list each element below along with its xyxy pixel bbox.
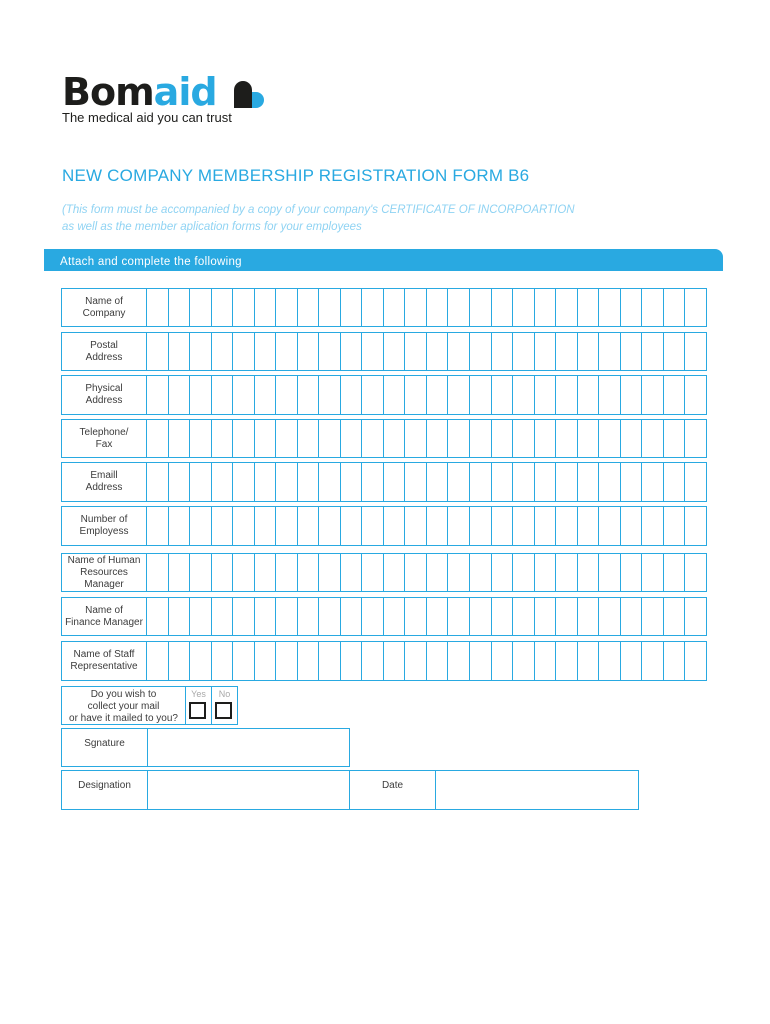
character-box[interactable] (147, 420, 169, 457)
character-box[interactable] (169, 333, 191, 370)
character-box[interactable] (319, 642, 341, 680)
character-box[interactable] (685, 598, 706, 635)
character-box[interactable] (276, 376, 298, 414)
character-box[interactable] (599, 376, 621, 414)
character-box[interactable] (384, 554, 406, 591)
character-box[interactable] (384, 376, 406, 414)
character-box[interactable] (535, 376, 557, 414)
character-box[interactable] (190, 642, 212, 680)
character-box[interactable] (685, 420, 706, 457)
character-box[interactable] (405, 420, 427, 457)
character-box[interactable] (190, 333, 212, 370)
field-label: Telephone/ Fax (62, 420, 147, 457)
character-box[interactable] (405, 333, 427, 370)
character-box[interactable] (405, 598, 427, 635)
character-box[interactable] (492, 333, 514, 370)
character-box[interactable] (556, 333, 578, 370)
character-box[interactable] (384, 642, 406, 680)
character-box[interactable] (642, 376, 664, 414)
character-box[interactable] (276, 420, 298, 457)
form-title: NEW COMPANY MEMBERSHIP REGISTRATION FORM B6 (62, 166, 530, 185)
character-box[interactable] (427, 463, 449, 501)
character-box[interactable] (341, 507, 363, 545)
character-box[interactable] (233, 463, 255, 501)
character-box[interactable] (621, 554, 643, 591)
character-box[interactable] (470, 333, 492, 370)
character-box[interactable] (427, 376, 449, 414)
character-boxes[interactable] (147, 376, 706, 414)
character-box[interactable] (685, 333, 706, 370)
character-box[interactable] (255, 507, 277, 545)
character-box[interactable] (513, 642, 535, 680)
character-box[interactable] (685, 642, 706, 680)
character-box[interactable] (578, 333, 600, 370)
character-box[interactable] (341, 333, 363, 370)
character-box[interactable] (642, 554, 664, 591)
field-row (61, 288, 707, 327)
character-box[interactable] (535, 642, 557, 680)
character-boxes[interactable] (147, 420, 706, 457)
character-box[interactable] (212, 642, 234, 680)
character-box[interactable] (341, 289, 363, 326)
character-box[interactable] (405, 507, 427, 545)
logo-tagline: The medical aid you can trust (62, 110, 232, 125)
character-box[interactable] (212, 463, 234, 501)
character-box[interactable] (276, 554, 298, 591)
character-box[interactable] (384, 507, 406, 545)
character-box[interactable] (642, 333, 664, 370)
character-box[interactable] (535, 554, 557, 591)
character-box[interactable] (169, 289, 191, 326)
field-row (61, 419, 707, 458)
character-boxes[interactable] (147, 554, 706, 591)
character-box[interactable] (492, 598, 514, 635)
character-box[interactable] (685, 376, 706, 414)
yes-checkbox[interactable] (189, 702, 206, 719)
character-box[interactable] (255, 554, 277, 591)
character-box[interactable] (427, 642, 449, 680)
character-box[interactable] (578, 642, 600, 680)
character-box[interactable] (513, 376, 535, 414)
character-box[interactable] (212, 420, 234, 457)
character-box[interactable] (319, 598, 341, 635)
character-box[interactable] (492, 463, 514, 501)
character-box[interactable] (341, 420, 363, 457)
field-label: Name of Human Resources Manager (62, 554, 147, 591)
character-box[interactable] (147, 333, 169, 370)
character-box[interactable] (276, 642, 298, 680)
character-box[interactable] (212, 289, 234, 326)
character-box[interactable] (190, 598, 212, 635)
character-box[interactable] (556, 289, 578, 326)
character-box[interactable] (405, 376, 427, 414)
date-label: Date (350, 771, 436, 809)
option-yes (186, 687, 211, 724)
character-box[interactable] (190, 376, 212, 414)
character-box[interactable] (513, 598, 535, 635)
field-label: Name of Staff Representative (62, 642, 147, 680)
character-box[interactable] (513, 554, 535, 591)
character-box[interactable] (384, 463, 406, 501)
field-row (61, 506, 707, 546)
character-box[interactable] (664, 463, 686, 501)
character-box[interactable] (319, 420, 341, 457)
character-box[interactable] (298, 376, 320, 414)
character-box[interactable] (599, 333, 621, 370)
logo-wordmark (62, 72, 232, 112)
character-box[interactable] (169, 420, 191, 457)
character-box[interactable] (255, 642, 277, 680)
character-box[interactable] (599, 289, 621, 326)
character-box[interactable] (362, 420, 384, 457)
character-box[interactable] (362, 289, 384, 326)
field-label: Name of Company (62, 289, 147, 326)
field-label: Physical Address (62, 376, 147, 414)
character-box[interactable] (276, 333, 298, 370)
yes-label: Yes (191, 689, 206, 699)
character-box[interactable] (405, 642, 427, 680)
character-box[interactable] (169, 642, 191, 680)
character-box[interactable] (319, 554, 341, 591)
character-box[interactable] (405, 554, 427, 591)
character-box[interactable] (427, 598, 449, 635)
character-box[interactable] (362, 507, 384, 545)
field-row (61, 375, 707, 415)
character-box[interactable] (578, 507, 600, 545)
character-box[interactable] (448, 376, 470, 414)
character-box[interactable] (664, 420, 686, 457)
character-box[interactable] (621, 420, 643, 457)
character-box[interactable] (685, 554, 706, 591)
character-box[interactable] (427, 507, 449, 545)
character-box[interactable] (621, 463, 643, 501)
date-field[interactable] (436, 771, 638, 809)
character-box[interactable] (190, 507, 212, 545)
character-box[interactable] (298, 420, 320, 457)
character-box[interactable] (664, 376, 686, 414)
character-box[interactable] (599, 642, 621, 680)
character-box[interactable] (190, 554, 212, 591)
character-box[interactable] (664, 554, 686, 591)
character-box[interactable] (578, 463, 600, 501)
character-box[interactable] (147, 289, 169, 326)
character-box[interactable] (621, 333, 643, 370)
character-box[interactable] (212, 376, 234, 414)
character-boxes[interactable] (147, 598, 706, 635)
form-instruction-note (62, 202, 575, 236)
character-box[interactable] (233, 554, 255, 591)
character-box[interactable] (233, 333, 255, 370)
character-box[interactable] (621, 598, 643, 635)
designation-row (61, 770, 350, 810)
character-box[interactable] (470, 289, 492, 326)
character-box[interactable] (233, 420, 255, 457)
character-box[interactable] (556, 554, 578, 591)
character-box[interactable] (169, 598, 191, 635)
no-label: No (218, 689, 231, 699)
character-box[interactable] (341, 463, 363, 501)
character-box[interactable] (362, 554, 384, 591)
character-box[interactable] (212, 333, 234, 370)
character-box[interactable] (470, 507, 492, 545)
designation-field[interactable] (148, 771, 349, 809)
logo-text-dark: Bom (62, 70, 154, 114)
character-box[interactable] (556, 598, 578, 635)
signature-field[interactable] (148, 729, 349, 766)
character-box[interactable] (599, 463, 621, 501)
character-box[interactable] (233, 376, 255, 414)
character-box[interactable] (190, 463, 212, 501)
character-box[interactable] (492, 507, 514, 545)
character-box[interactable] (470, 642, 492, 680)
character-box[interactable] (169, 554, 191, 591)
character-box[interactable] (427, 289, 449, 326)
field-row (61, 332, 707, 371)
character-box[interactable] (341, 554, 363, 591)
character-box[interactable] (578, 289, 600, 326)
character-box[interactable] (255, 420, 277, 457)
character-box[interactable] (405, 289, 427, 326)
character-box[interactable] (513, 289, 535, 326)
character-boxes[interactable] (147, 642, 706, 680)
character-box[interactable] (642, 598, 664, 635)
character-box[interactable] (642, 463, 664, 501)
character-box[interactable] (513, 463, 535, 501)
character-box[interactable] (169, 463, 191, 501)
character-box[interactable] (298, 333, 320, 370)
option-no (211, 687, 237, 724)
character-box[interactable] (298, 554, 320, 591)
character-box[interactable] (319, 289, 341, 326)
character-box[interactable] (621, 289, 643, 326)
character-box[interactable] (169, 376, 191, 414)
character-box[interactable] (427, 420, 449, 457)
character-box[interactable] (362, 376, 384, 414)
character-boxes[interactable] (147, 333, 706, 370)
character-box[interactable] (513, 507, 535, 545)
character-box[interactable] (578, 554, 600, 591)
character-box[interactable] (470, 598, 492, 635)
character-box[interactable] (276, 507, 298, 545)
character-box[interactable] (599, 420, 621, 457)
character-boxes[interactable] (147, 463, 706, 501)
character-box[interactable] (384, 333, 406, 370)
note-line-1: (This form must be accompanied by a copy of your company's CERTIFICATE OF INCORPOARTION (62, 204, 575, 216)
character-boxes[interactable] (147, 507, 706, 545)
character-box[interactable] (535, 463, 557, 501)
signature-row (61, 728, 350, 767)
character-box[interactable] (664, 507, 686, 545)
character-box[interactable] (147, 554, 169, 591)
character-box[interactable] (341, 598, 363, 635)
character-box[interactable] (535, 289, 557, 326)
character-box[interactable] (578, 376, 600, 414)
character-box[interactable] (298, 289, 320, 326)
field-label: Name of Finance Manager (62, 598, 147, 635)
character-box[interactable] (642, 420, 664, 457)
character-box[interactable] (147, 463, 169, 501)
date-row (350, 770, 639, 810)
character-box[interactable] (319, 463, 341, 501)
character-box[interactable] (405, 463, 427, 501)
character-box[interactable] (298, 507, 320, 545)
character-box[interactable] (384, 420, 406, 457)
character-box[interactable] (556, 463, 578, 501)
character-box[interactable] (319, 507, 341, 545)
character-box[interactable] (599, 598, 621, 635)
character-box[interactable] (492, 420, 514, 457)
character-box[interactable] (212, 598, 234, 635)
character-box[interactable] (362, 642, 384, 680)
signature-label: Sgnature (62, 729, 148, 766)
character-box[interactable] (448, 642, 470, 680)
character-box[interactable] (190, 289, 212, 326)
character-box[interactable] (448, 554, 470, 591)
mail-preference-question: Do you wish to collect your mail or have it mailed to you? (62, 687, 186, 724)
bomaid-logo (62, 72, 232, 125)
logo-text-accent: aid (153, 70, 217, 114)
character-box[interactable] (147, 642, 169, 680)
character-box[interactable] (621, 376, 643, 414)
character-box[interactable] (492, 642, 514, 680)
character-box[interactable] (448, 333, 470, 370)
character-box[interactable] (255, 333, 277, 370)
character-box[interactable] (448, 507, 470, 545)
character-box[interactable] (276, 598, 298, 635)
character-box[interactable] (169, 507, 191, 545)
character-box[interactable] (233, 598, 255, 635)
character-box[interactable] (664, 333, 686, 370)
character-box[interactable] (427, 554, 449, 591)
field-row (61, 553, 707, 592)
character-box[interactable] (147, 376, 169, 414)
character-box[interactable] (233, 642, 255, 680)
character-box[interactable] (535, 507, 557, 545)
character-box[interactable] (621, 507, 643, 545)
character-box[interactable] (599, 507, 621, 545)
character-box[interactable] (492, 289, 514, 326)
character-box[interactable] (147, 598, 169, 635)
character-box[interactable] (513, 420, 535, 457)
character-box[interactable] (212, 554, 234, 591)
character-box[interactable] (255, 376, 277, 414)
field-row (61, 462, 707, 502)
character-box[interactable] (384, 598, 406, 635)
character-box[interactable] (492, 376, 514, 414)
character-box[interactable] (233, 289, 255, 326)
character-box[interactable] (556, 420, 578, 457)
character-box[interactable] (664, 598, 686, 635)
character-box[interactable] (276, 463, 298, 501)
field-row (61, 641, 707, 681)
character-box[interactable] (448, 420, 470, 457)
character-box[interactable] (255, 463, 277, 501)
character-box[interactable] (642, 642, 664, 680)
bomaid-house-mark-icon (234, 80, 266, 108)
character-box[interactable] (147, 507, 169, 545)
character-box[interactable] (255, 598, 277, 635)
character-box[interactable] (599, 554, 621, 591)
character-box[interactable] (319, 376, 341, 414)
character-box[interactable] (470, 420, 492, 457)
character-box[interactable] (513, 333, 535, 370)
character-box[interactable] (578, 420, 600, 457)
field-label: Number of Employess (62, 507, 147, 545)
no-checkbox[interactable] (215, 702, 232, 719)
character-box[interactable] (448, 598, 470, 635)
character-box[interactable] (384, 289, 406, 326)
character-box[interactable] (470, 554, 492, 591)
character-box[interactable] (448, 289, 470, 326)
character-box[interactable] (556, 507, 578, 545)
character-box[interactable] (642, 289, 664, 326)
section-header: Attach and complete the following (44, 249, 723, 271)
field-label: Postal Address (62, 333, 147, 370)
character-box[interactable] (535, 598, 557, 635)
character-box[interactable] (255, 289, 277, 326)
character-box[interactable] (341, 376, 363, 414)
character-box[interactable] (492, 554, 514, 591)
character-box[interactable] (664, 289, 686, 326)
character-box[interactable] (556, 376, 578, 414)
character-box[interactable] (298, 598, 320, 635)
character-box[interactable] (233, 507, 255, 545)
character-box[interactable] (341, 642, 363, 680)
character-box[interactable] (427, 333, 449, 370)
character-box[interactable] (448, 463, 470, 501)
character-box[interactable] (685, 507, 706, 545)
character-box[interactable] (470, 463, 492, 501)
character-box[interactable] (362, 598, 384, 635)
character-box[interactable] (190, 420, 212, 457)
character-box[interactable] (685, 463, 706, 501)
designation-label: Designation (62, 771, 148, 809)
character-box[interactable] (621, 642, 643, 680)
character-box[interactable] (535, 333, 557, 370)
character-box[interactable] (578, 598, 600, 635)
character-box[interactable] (685, 289, 706, 326)
mail-preference-row (61, 686, 238, 725)
character-box[interactable] (556, 642, 578, 680)
character-box[interactable] (276, 289, 298, 326)
note-line-2: as well as the member aplication forms for your employees (62, 221, 362, 233)
character-box[interactable] (319, 333, 341, 370)
character-boxes[interactable] (147, 289, 706, 326)
character-box[interactable] (362, 463, 384, 501)
character-box[interactable] (298, 463, 320, 501)
character-box[interactable] (298, 642, 320, 680)
field-row (61, 597, 707, 636)
character-box[interactable] (535, 420, 557, 457)
character-box[interactable] (470, 376, 492, 414)
character-box[interactable] (212, 507, 234, 545)
character-box[interactable] (642, 507, 664, 545)
character-box[interactable] (362, 333, 384, 370)
character-box[interactable] (664, 642, 686, 680)
field-label: Emaill Address (62, 463, 147, 501)
